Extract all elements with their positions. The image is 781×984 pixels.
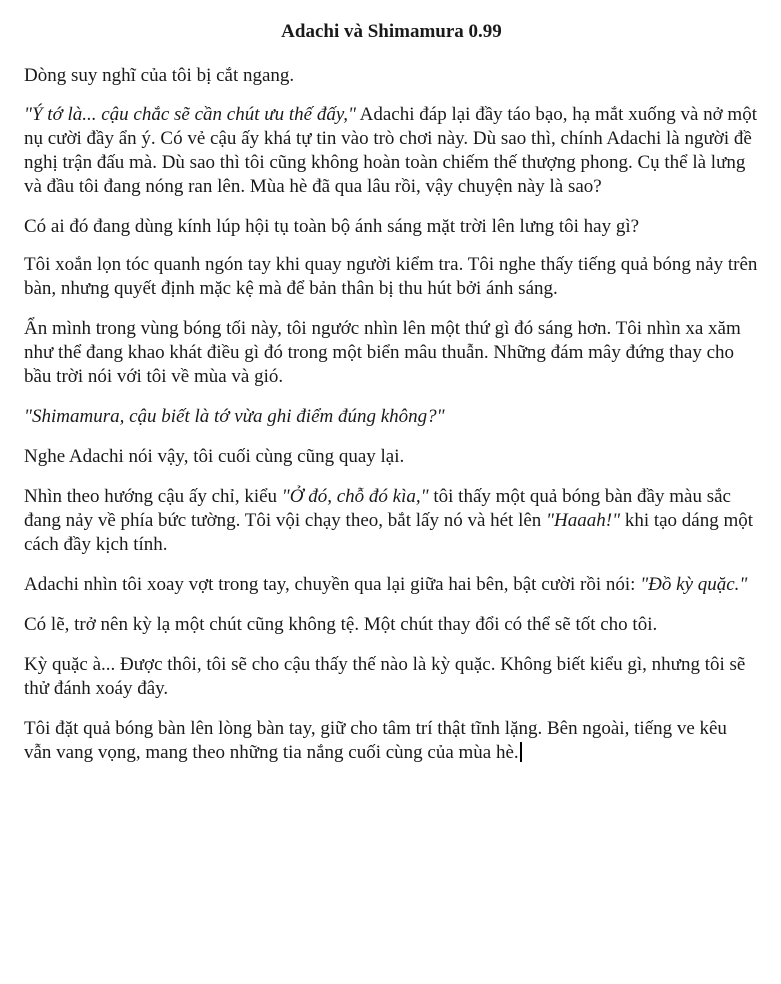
paragraph-text: Tôi đặt quả bóng bàn lên lòng bàn tay, giữ cho tâm trí thật tĩnh lặng. Bên ngoài, tiếng ve kêu vẫn vang vọng, mang theo những tia nắng cuối cùng của mùa hè.	[24, 718, 727, 763]
paragraph-7[interactable]: Nghe Adachi nói vậy, tôi cuối cùng cũng quay lại.	[24, 446, 405, 467]
dialogue-quote: "Haaah!"	[546, 510, 621, 531]
dialogue-quote: "Shimamura, cậu biết là tớ vừa ghi điểm đúng không?"	[24, 406, 445, 427]
dialogue-quote: "Đồ kỳ quặc."	[640, 574, 748, 595]
document-title: Adachi và Shimamura 0.99	[281, 21, 502, 42]
paragraph-6[interactable]	[24, 405, 759, 429]
paragraph-12[interactable]	[24, 717, 759, 765]
paragraph-1[interactable]: Dòng suy nghĩ của tôi bị cắt ngang.	[24, 65, 295, 86]
paragraph-text: Nhìn theo hướng cậu ấy chỉ, kiểu	[24, 486, 282, 507]
paragraph-10[interactable]: Có lẽ, trở nên kỳ lạ một chút cũng không tệ. Một chút thay đổi có thể sẽ tốt cho tôi.	[24, 614, 658, 635]
dialogue-quote: "Ở đó, chỗ đó kìa,"	[281, 486, 429, 507]
paragraph-text: Adachi nhìn tôi xoay vợt trong tay, chuyền qua lại giữa hai bên, bật cười rồi nói:	[24, 574, 641, 595]
dialogue-quote: "Ý tớ là... cậu chắc sẽ cần chút ưu thế đấy,"	[24, 104, 356, 125]
paragraph-4[interactable]: Tôi xoắn lọn tóc quanh ngón tay khi quay người kiểm tra. Tôi nghe thấy tiếng quả bóng nảy trên bàn, nhưng quyết định mặc kệ mà để bản thân bị thu hút bởi ánh sáng.	[24, 254, 758, 299]
document-page	[24, 0, 759, 765]
paragraph-8[interactable]	[24, 485, 759, 557]
paragraph-5[interactable]: Ẩn mình trong vùng bóng tối này, tôi ngước nhìn lên một thứ gì đó sáng hơn. Tôi nhìn xa xăm như thể đang khao khát điều gì đó trong một biển mâu thuẫn. Những đám mây đứng thay cho bầu trời nói với tôi về mùa và gió.	[24, 318, 741, 387]
paragraph-text: tôi thấy một quả bóng bàn đầy màu sắc đang nảy về phía bức tường. Tôi vội chạy theo, bắt lấy nó và hét lên	[24, 486, 731, 531]
paragraph-3[interactable]: Có ai đó đang dùng kính lúp hội tụ toàn bộ ánh sáng mặt trời lên lưng tôi hay gì?	[24, 216, 640, 237]
paragraph-11[interactable]: Kỳ quặc à... Được thôi, tôi sẽ cho cậu thấy thế nào là kỳ quặc. Không biết kiểu gì, nhưng tôi sẽ thử đánh xoáy đây.	[24, 654, 746, 699]
text-cursor	[520, 742, 522, 762]
paragraph-text: khi tạo dáng một cách đầy kịch tính.	[24, 510, 754, 555]
paragraph-9[interactable]	[24, 573, 759, 597]
paragraph-2[interactable]	[24, 103, 759, 199]
paragraph-text: Adachi đáp lại đầy táo bạo, hạ mắt xuống và nở một nụ cười đầy ẩn ý. Có vẻ cậu ấy khá tự tin vào trò chơi này. Dù sao thì, chính Adachi là người đề nghị trận đấu mà. Dù sao thì tôi cũng không hoàn toàn chiếm thế thượng phong. Cụ thể là lưng và đầu tôi đang nóng ran lên. Mùa hè đã qua lâu rồi, vậy chuyện này là sao?	[24, 104, 757, 197]
